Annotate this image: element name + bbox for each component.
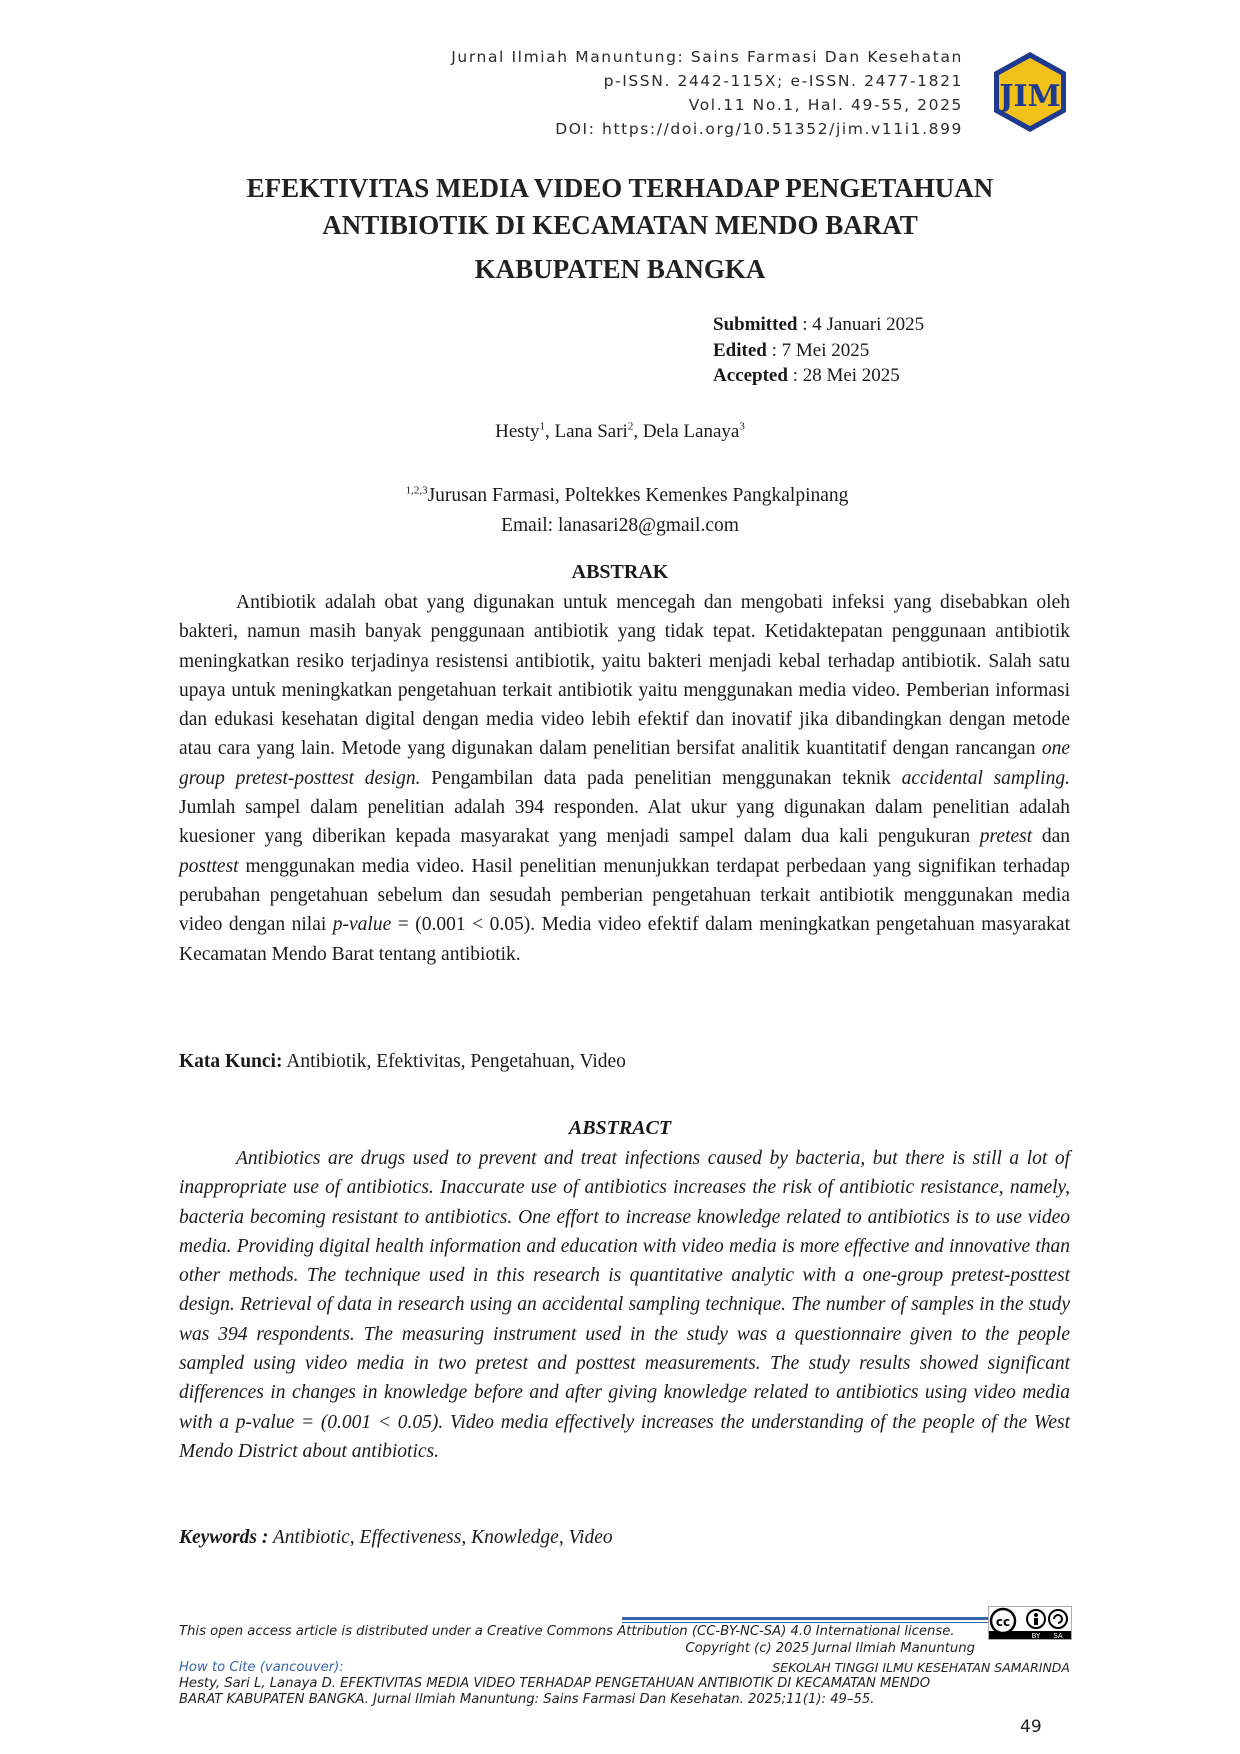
abstrak-italic-d: posttest <box>179 855 239 877</box>
cc-by-label: BY <box>1031 1632 1041 1640</box>
paper-title <box>150 170 1090 288</box>
keywords <box>179 1527 613 1549</box>
kata-kunci-text: Antibiotik, Efektivitas, Pengetahuan, Video <box>282 1051 626 1072</box>
abstrak-text-d: dan <box>1032 826 1071 848</box>
author-sep-2: , <box>633 421 643 442</box>
author-2: Lana Sari <box>554 421 628 442</box>
abstract-body: Antibiotics are drugs used to prevent and treat infections caused by bacteria, but there is still a lot of inappropriate use of antibiotics. Inaccurate use of antibiotics increases the risk of antibiotic resistance, namely, bacteria becoming resistant to antibiotics. One effort to increase knowledge related to antibiotics is to use video media. Providing digital health information and education with video media is more effective and innovative than other methods. The technique used in this research is quantitative analytic with a one-group pretest-posttest design. Retrieval of data in research using an accidental sampling technique. The number of samples in the study was 394 respondents. The measuring instrument used in the study was a questionnaire given to the people sampled using video media in two pretest and posttest measurements. The study results showed significant differences in changes in knowledge before and after giving knowledge related to antibiotics using video media with a p-value = (0.001 < 0.05). Video media effectively increases the understanding of the people of the West Mendo District about antibiotics. <box>179 1148 1070 1462</box>
abstrak-text-f: = (0.001 < 0.05). Media video efektif dalam meningkatkan pengetahuan masyarakat Kecamatan Mendo Barat tentang antibiotik. <box>179 914 1070 965</box>
accepted-label: Accepted <box>713 365 788 386</box>
author-3-sup: 3 <box>739 420 745 433</box>
abstrak-italic-c: pretest <box>979 826 1033 848</box>
copyright-text: Copyright (c) 2025 Jurnal Ilmiah Manuntung <box>685 1641 975 1656</box>
author-1: Hesty <box>495 421 540 442</box>
abstrak-text-b: Pengambilan data pada penelitian menggunakan teknik <box>420 767 902 789</box>
submitted-line <box>713 312 924 338</box>
abstrak-italic-e: p-value <box>332 914 392 936</box>
cc-license-badge[interactable] <box>988 1606 1072 1640</box>
submitted-value: : 4 Januari 2025 <box>797 314 925 335</box>
journal-name: Jurnal Ilmiah Manuntung: Sains Farmasi Dan Kesehatan <box>451 48 963 66</box>
doi-link[interactable]: DOI: https://doi.org/10.51352/jim.v11i1.899 <box>555 120 963 138</box>
affiliation-text: Jurusan Farmasi, Poltekkes Kemenkes Pangkalpinang <box>427 485 849 506</box>
abstract-heading: ABSTRACT <box>568 1117 672 1139</box>
affiliation <box>0 481 1240 541</box>
accepted-line <box>713 363 924 389</box>
author-3: Dela Lanaya <box>642 421 740 442</box>
journal-logo <box>988 50 1072 134</box>
author-1-sup: 1 <box>539 420 545 433</box>
keywords-text: Antibiotic, Effectiveness, Knowledge, Video <box>268 1527 613 1548</box>
author-2-sup: 2 <box>627 420 634 433</box>
affiliation-sup: 1,2,3 <box>405 484 428 497</box>
author-list <box>0 421 1240 443</box>
title-line-2: ANTIBIOTIK DI KECAMATAN MENDO BARAT <box>322 210 918 240</box>
edited-value: : 7 Mei 2025 <box>766 339 870 361</box>
volume-info: Vol.11 No.1, Hal. 49-55, 2025 <box>688 96 963 114</box>
issn: p-ISSN. 2442-115X; e-ISSN. 2477-1821 <box>603 72 963 90</box>
title-line-1: EFEKTIVITAS MEDIA VIDEO TERHADAP PENGETAHUAN <box>246 173 994 203</box>
abstrak-italic-a: one group pretest-posttest design. <box>179 738 1070 789</box>
accepted-value: : 28 Mei 2025 <box>787 365 900 386</box>
cc-text: cc <box>995 1615 1011 1629</box>
cite-label: How to Cite (vancouver): <box>179 1660 344 1675</box>
title-line-3: KABUPATEN BANGKA <box>474 254 766 284</box>
kata-kunci-label: Kata Kunci: <box>179 1051 283 1072</box>
affiliation-line <box>0 481 1240 511</box>
citation-line-2: BARAT KABUPATEN BANGKA. Jurnal Ilmiah Manuntung: Sains Farmasi Dan Kesehatan. 2025;11(1): 49–55. <box>179 1692 875 1707</box>
institution-name: SEKOLAH TINGGI ILMU KESEHATAN SAMARINDA <box>772 1660 1070 1675</box>
license-text: This open access article is distributed under a Creative Commons Attribution (CC-BY-NC-SA) 4.0 International license. <box>179 1624 955 1639</box>
page-number: 49 <box>1020 1717 1042 1737</box>
abstrak-heading: ABSTRAK <box>571 561 669 583</box>
citation-line-1: Hesty, Sari L, Lanaya D. EFEKTIVITAS MEDIA VIDEO TERHADAP PENGETAHUAN ANTIBIOTIK DI KECAMATAN MENDO <box>179 1676 931 1691</box>
cc-sa-label: SA <box>1053 1632 1063 1640</box>
abstrak-italic-b: accidental sampling. <box>901 767 1070 789</box>
kata-kunci <box>179 1051 626 1073</box>
logo-text: JIM <box>999 79 1061 114</box>
edited-label: Edited <box>713 339 767 361</box>
keywords-label: Keywords : <box>179 1527 269 1548</box>
author-sep-1: , <box>544 421 555 442</box>
abstrak-text-a: Antibiotik adalah obat yang digunakan untuk mencegah dan mengobati infeksi yang disebabkan oleh bakteri, namun masih banyak penggunaan antibiotik yang tidak tepat. Ketidaktepatan penggunaan antibiotik meningkatkan resiko terjadinya resistensi antibiotik, yaitu bakteri menjadi kebal terhadap antibiotik. Salah satu upaya untuk meningkatkan pengetahuan terkait antibiotik yaitu menggunakan media video. Pemberian informasi dan edukasi kesehatan digital dengan media video lebih efektif dan inovatif jika dibandingkan dengan metode atau cara yang lain. Metode yang digunakan dalam penelitian bersifat analitik kuantitatif dengan rancangan <box>179 592 1070 760</box>
abstrak-text-c: Jumlah sampel dalam penelitian adalah 394 responden. Alat ukur yang digunakan dalam penelitian adalah kuesioner yang diberikan kepada masyarakat yang menjadi sampel dalam dua kali pengukuran <box>179 797 1070 848</box>
abstrak-body <box>179 588 1070 969</box>
author-email[interactable]: Email: lanasari28@gmail.com <box>501 515 739 536</box>
sa-icon <box>1049 1610 1067 1628</box>
submission-dates <box>713 312 924 389</box>
edited-line <box>713 338 924 364</box>
abstrak-text-e: menggunakan media video. Hasil penelitian menunjukkan terdapat perbedaan yang signifikan terhadap perubahan pengetahuan sebelum dan sesudah pemberian pengetahuan terkait antibiotik menggunakan media video dengan nilai <box>179 855 1070 936</box>
submitted-label: Submitted <box>713 314 798 335</box>
